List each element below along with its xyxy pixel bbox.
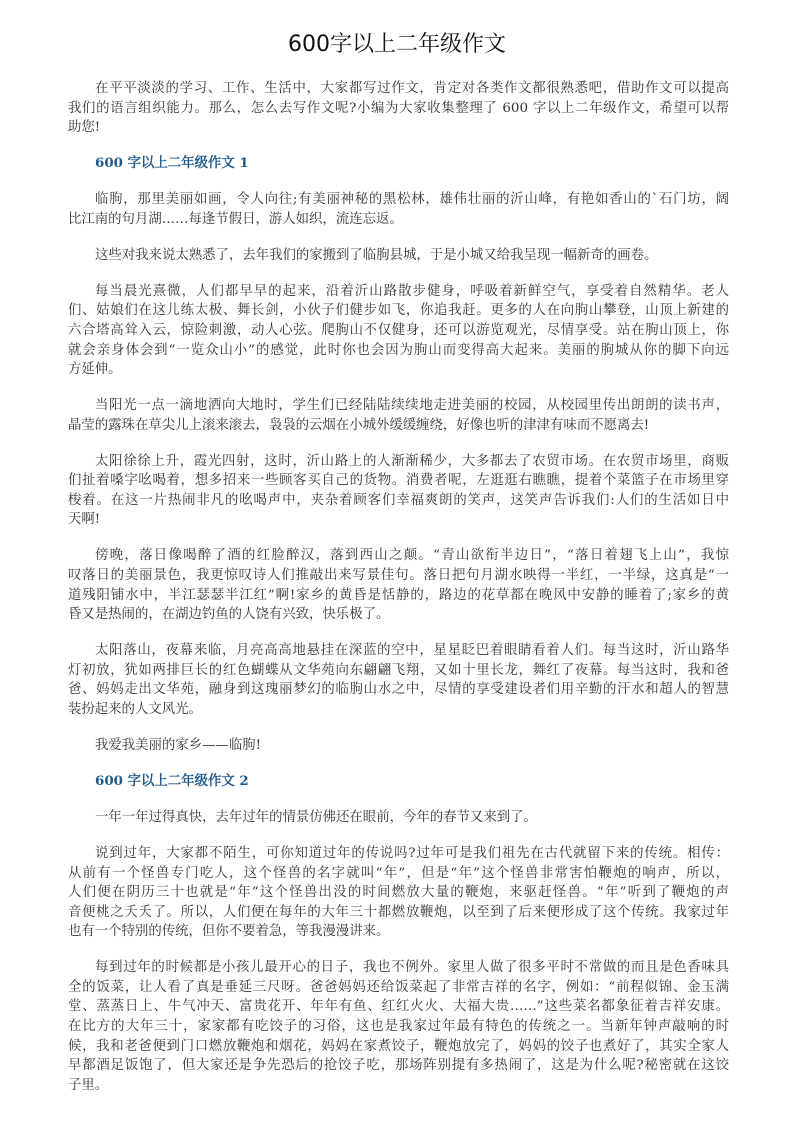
paragraph-line: 方延伸。 (68, 362, 122, 378)
paragraph-line: 人们便在阴历三十也就是“年”这个怪兽出没的时间燃放大量的鞭炮，来驱赶怪兽。“年”听到了鞭炮的声 (68, 885, 729, 901)
paragraph-line: 我爱我美丽的家乡——临朐! (95, 737, 262, 753)
paragraph-line: 梭着。在这一片热闹非凡的吆喝声中，夹杂着顾客们幸福爽朗的笑声，这笑声告诉我们:人们的生活如日中 (68, 492, 729, 508)
paragraph-line: 音便桃之夭夭了。所以，人们便在每年的大年三十都燃放鞭炮，以至到了后来便形成了这个传统。我家过年 (68, 904, 729, 920)
paragraph-line: 们扯着嗓字吆喝着，想多招来一些顾客买自己的货物。消费者呢，左逛逛右瞧瞧，提着个菜篮子在市场里穿 (68, 473, 729, 489)
paragraph-line: 们、姑娘们在这儿练太极、舞长剑，小伙子们健步如飞，你追我赶。更多的人在向朐山攀登，山顶上新建的 (68, 303, 729, 319)
paragraph-line: 道残阳铺水中，半江瑟瑟半江红”啊!家乡的黄昏是恬静的，路边的花草都在晚风中安静的睡着了;家乡的黄 (68, 587, 729, 603)
paragraph-line: 助您! (68, 120, 101, 136)
paragraph (68, 190, 729, 229)
document-body (68, 79, 729, 1112)
paragraph-line: 叹落日的美丽景色，我更惊叹诗人们推敲出来写景佳句。落日把句月湖水映得一半红，一半绿，这真是“一 (68, 568, 729, 584)
paragraph (68, 246, 729, 266)
paragraph (68, 396, 729, 435)
paragraph-line: 堂、蒸蒸日上、牛气冲天、富贵花开、年年有鱼、红红火火、大福大贵……”这些菜名都象征着吉祥安康。 (68, 999, 729, 1015)
paragraph-line: 在平平淡淡的学习、工作、生活中，大家都写过作文，肯定对各类作文都很熟悉吧，借助作文可以提高 (95, 81, 729, 96)
paragraph-line: 子里。 (68, 1077, 109, 1093)
paragraph-line: 比江南的句月湖……每逢节假日，游人如织，流连忘返。 (68, 211, 403, 227)
paragraph-line: 说到过年，大家都不陌生，可你知道过年的传说吗?过年可是我们祖先在古代就留下来的传统。相传： (95, 845, 729, 861)
paragraph-line: 从前有一个怪兽专门吃人，这个怪兽的名字就叫“年”，但是“年”这个怪兽非常害怕鞭炮的响声，所以， (68, 865, 729, 881)
section-heading: 600 字以上二年级作文 1 (95, 155, 249, 172)
paragraph (68, 958, 729, 1095)
paragraph-line: 就会亲身体会到“一览众山小”的感觉，此时你也会因为朐山而变得高大起来。美丽的朐城从你的脚下向远 (68, 342, 729, 358)
paragraph-line: 当阳光一点一滴地洒向大地时，学生们已经陆陆续续地走进美丽的校园，从校园里传出朗朗的读书声， (95, 398, 729, 414)
paragraph-line: 装扮起来的人文风光。 (68, 701, 202, 717)
paragraph (68, 736, 729, 756)
paragraph-line: 一年一年过得真快，去年过年的情景仿佛还在眼前，今年的春节又来到了。 (95, 809, 537, 825)
paragraph-line: 临朐，那里美丽如画，令人向往;有美丽神秘的黑松林，雄伟壮丽的沂山峰，有艳如香山的`石门坊，阔 (95, 192, 729, 208)
paragraph-line: 在比方的大年三十，家家都有吃饺子的习俗，这也是我家过年最有特色的传统之一。当新年钟声敲响的时 (68, 1019, 729, 1035)
paragraph-line: 六合塔高耸入云，惊险刺激，动人心弦。爬朐山不仅健身，还可以游览观光，尽情享受。站在朐山顶上，你 (68, 322, 729, 338)
paragraph-line: 也有一个特别的传统，但你不要着急，等我漫漫讲来。 (68, 924, 390, 940)
paragraph-line: 这些对我来说太熟悉了，去年我们的家搬到了临朐县城，于是小城又给我呈现一幅新奇的画卷。 (95, 247, 658, 263)
paragraph-line: 早都酒足饭饱了，但大家还是争先恐后的抢饺子吃，那场阵别提有多热闹了，这是为什么呢?秘密就在这饺 (68, 1058, 729, 1074)
paragraph-line: 晶莹的露珠在草尖儿上滚来滚去，袅袅的云烟在小城外缓缓缠绕，好像也听的津津有味而不愿离去! (68, 417, 650, 433)
document-title: 600字以上二年级作文 (288, 32, 506, 57)
paragraph (68, 452, 729, 530)
paragraph-line: 太阳落山，夜幕来临，月亮高高地悬挂在深蓝的空中，星星眨巴着眼睛看着人们。每当这时，沂山路华 (95, 643, 729, 659)
paragraph-line: 全的饭菜，让人看了真是垂延三尺呀。爸爸妈妈还给饭菜起了非常吉祥的名字，例如：“前程似锦、金玉满 (68, 979, 729, 995)
paragraph-line: 候，我和老爸便到门口燃放鞭炮和烟花，妈妈在家煮饺子，鞭炮放完了，妈妈的饺子也煮好了，其实全家人 (68, 1038, 729, 1054)
paragraph (68, 79, 729, 138)
paragraph-line: 天啊! (68, 512, 101, 528)
paragraph-line: 昏又是热闹的，在湖边钓鱼的人饶有兴致，快乐极了。 (68, 607, 390, 623)
paragraph (68, 844, 729, 942)
paragraph-line: 太阳徐徐上升，霞光四射，这时，沂山路上的人渐渐稀少，大多都去了农贸市场。在农贸市场里，商贩 (95, 453, 729, 469)
paragraph-line: 爸、妈妈走出文华苑，融身到这瑰丽梦幻的临朐山水之中，尽情的享受建设者们用辛勤的汗水和超人的智慧 (68, 682, 729, 698)
section-heading: 600 字以上二年级作文 2 (95, 772, 249, 789)
paragraph (68, 282, 729, 380)
paragraph-line: 我们的语言组织能力。那么，怎么去写作文呢?小编为大家收集整理了 600 字以上二年级作文，希望可以帮 (68, 100, 729, 116)
paragraph-line: 每到过年的时候都是小孩儿最开心的日子，我也不例外。家里人做了很多平时不常做的而且是色香味具 (95, 960, 729, 976)
paragraph (68, 808, 729, 828)
paragraph (68, 641, 729, 719)
paragraph-line: 傍晚，落日像喝醉了酒的红脸醉汉，落到西山之颠。“青山欲衔半边日”，“落日着翅飞上山”，我惊 (95, 548, 729, 564)
paragraph-line: 灯初放，犹如两排巨长的红色蝴蝶从文华苑向东翩翩飞翔，又如十里长龙，舞红了夜幕。每当这时，我和爸 (68, 662, 729, 678)
paragraph-line: 每当晨光熹微，人们都早早的起来，沿着沂山路散步健身，呼吸着新鲜空气，享受着自然精华。老人 (95, 283, 729, 299)
paragraph (68, 546, 729, 624)
